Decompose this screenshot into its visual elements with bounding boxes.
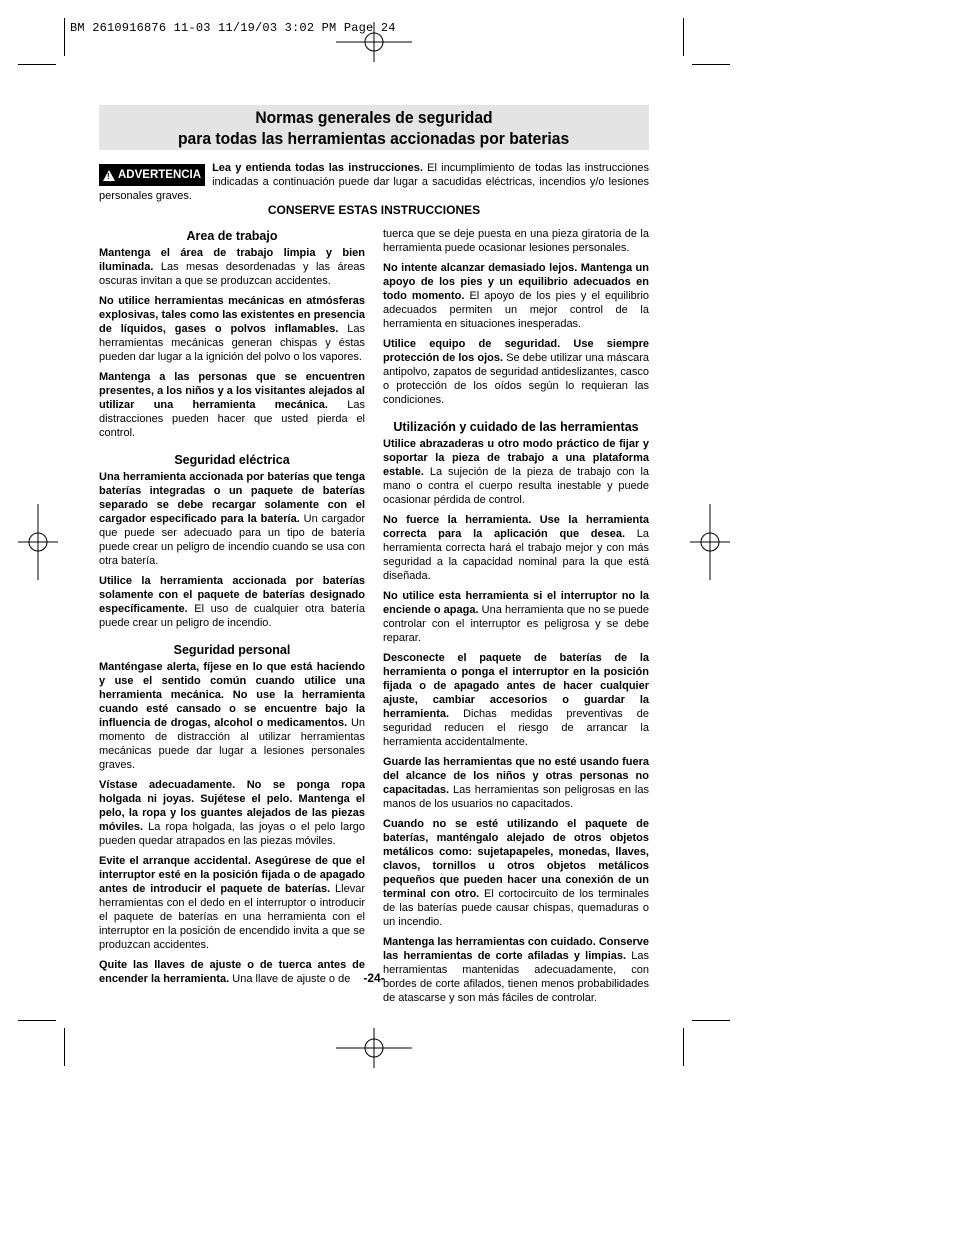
print-slug: BM 2610916876 11-03 11/19/03 3:02 PM Page 24 xyxy=(70,21,396,35)
paragraph-body: Una llave de ajuste o de xyxy=(229,973,351,985)
paragraph-body: Llevar herramientas con el dedo en el interruptor o introducir el paquete de baterías en una herramienta con el interruptor en la posición de encendido invita a que se produzcan accidentes. xyxy=(99,883,365,951)
crop-mark-bottom-right-h xyxy=(692,1020,730,1021)
paragraph-lead: Utilice abrazaderas u otro modo práctico de fijar y soportar la pieza de trabajo a una plataforma estable. xyxy=(383,438,649,478)
paragraph-lead: Vístase adecuadamente. No se ponga ropa holgada ni joyas. Sujétese el pelo. Mantenga el pelo, la ropa y los guantes alejados de las piezas móviles. xyxy=(99,779,365,833)
paragraph-lead: Mantenga el área de trabajo limpia y bien iluminada. xyxy=(99,247,365,273)
crop-mark-top-right-h xyxy=(692,64,730,65)
paragraph-lead: Utilice equipo de seguridad. Use siempre protección de los ojos. xyxy=(383,338,649,364)
paragraph xyxy=(383,513,649,583)
paragraph-body: La herramienta correcta hará el trabajo mejor y con más seguridad a la capacidad nominal para la que está diseñada. xyxy=(383,528,649,582)
crop-mark-top-left-v xyxy=(64,18,65,56)
warning-lead: Lea y entienda todas las instrucciones. xyxy=(212,162,423,174)
page-title-line-1: Normas generales de seguridad xyxy=(255,107,493,127)
paragraph-lead: No utilice herramientas mecánicas en atmósferas explosivas, tales como las existentes en presencia de líquidos, gases o polvos inflamables. xyxy=(99,295,365,335)
paragraph-body: Un cargador que puede ser adecuado para un tipo de batería puede crear un peligro de incendio cuando se usa con otra batería. xyxy=(99,513,365,567)
warning-badge-label: ADVERTENCIA xyxy=(118,169,202,181)
section-heading-area: Area de trabajo xyxy=(186,229,278,243)
paragraph-body: Las distracciones pueden hacer que usted pierda el control. xyxy=(99,399,365,439)
page-number: -24- xyxy=(363,971,385,985)
paragraph-body: Una herramienta que no se puede controlar con el interruptor es peligrosa y se debe reparar. xyxy=(383,604,649,644)
paragraph xyxy=(383,589,649,645)
paragraph-lead: Una herramienta accionada por baterías que tenga baterías integradas o un paquete de baterías separado se debe recargar solamente con el cargador especificado para la batería. xyxy=(99,471,365,525)
registration-mark-right-icon xyxy=(690,504,730,580)
section-heading-personal: Seguridad personal xyxy=(173,643,291,657)
paragraph-body: El cortocircuito de los terminales de las baterías puede causar chispas, quemaduras o un incendio. xyxy=(383,888,649,928)
paragraph-body: Dichas medidas preventivas de seguridad reducen el riesgo de arrancar la herramienta accidentalmente. xyxy=(383,708,649,748)
paragraph-body: El uso de cualquier otra batería puede crear un peligro de incendio. xyxy=(99,603,365,629)
paragraph-lead: Quite las llaves de ajuste o de tuerca antes de encender la herramienta. xyxy=(99,959,365,985)
paragraph-lead: Desconecte el paquete de baterías de la herramienta o ponga el interruptor en la posición fijada o de apagado antes de hacer cualquier ajuste, cambiar accesorios o guardar la herramienta. xyxy=(383,652,649,720)
left-column xyxy=(99,228,365,992)
warning-body: El incumplimiento de todas las instrucciones indicadas a continuación puede dar lugar a sacudidas eléctricas, incendios y/o lesiones personales graves. xyxy=(99,162,649,202)
paragraph-lead: Mantenga las herramientas con cuidado. Conserve las herramientas de corte afiladas y limpias. xyxy=(383,936,649,962)
registration-mark-left-icon xyxy=(18,504,58,580)
paragraph xyxy=(99,660,365,772)
paragraph-body: Un momento de distracción al utilizar herramientas mecánicas puede dar lugar a lesiones personales graves. xyxy=(99,717,366,771)
warning-badge xyxy=(99,164,205,186)
paragraph-lead: Cuando no se esté utilizando el paquete de baterías, manténgalo alejado de otros objetos metálicos como: sujetapapeles, monedas, llaves, clavos, tornillos u otros objetos metálicos pequeños que pueden hacer una conexión de un terminal con otro. xyxy=(383,818,649,900)
paragraph-lead: No fuerce la herramienta. Use la herramienta correcta para la aplicación que desea. xyxy=(383,514,649,540)
paragraph-body: Se debe utilizar una máscara antipolvo, zapatos de seguridad antideslizantes, casco o protección de los oídos según lo requieran las condiciones. xyxy=(383,352,650,406)
warning-block xyxy=(99,161,649,203)
paragraph xyxy=(383,755,649,811)
paragraph xyxy=(99,574,365,630)
paragraph-lead: Guarde las herramientas que no esté usando fuera del alcance de los niños y otras personas no capacitadas. xyxy=(383,756,649,796)
registration-mark-bottom-icon xyxy=(336,1028,412,1068)
paragraph xyxy=(99,294,365,364)
paragraph-lead: Utilice la herramienta accionada por baterías solamente con el paquete de baterías designado específicamente. xyxy=(99,575,365,615)
paragraph xyxy=(383,651,649,749)
paragraph-lead: Mantenga a las personas que se encuentren presentes, a los niños y a los visitantes alejados al utilizar una herramienta mecánica. xyxy=(99,371,365,411)
paragraph-lead: No intente alcanzar demasiado lejos. Mantenga un apoyo de los pies y un equilibrio adecuados en todo momento. xyxy=(383,262,649,302)
section-heading-uso: Utilización y cuidado de las herramientas xyxy=(393,420,639,434)
paragraph xyxy=(383,437,649,507)
paragraph xyxy=(99,778,365,848)
paragraph-lead: Manténgase alerta, fíjese en lo que está haciendo y use el sentido común cuando utilice una herramienta mecánica. No use la herramienta cuando esté cansado o se encuentre bajo la influencia de drogas, alcohol o medicamentos. xyxy=(99,661,365,729)
crop-mark-top-right-v xyxy=(683,18,684,56)
paragraph-body: El apoyo de los pies y el equilibrio adecuados permiten un mejor control de la herramienta en situaciones inesperadas. xyxy=(383,290,650,330)
paragraph-lead: Evite el arranque accidental. Asegúrese de que el interruptor esté en la posición fijada o de apagado antes de introducir el paquete de baterías. xyxy=(99,855,365,895)
paragraph-body: La sujeción de la pieza de trabajo con la mano o contra el cuerpo resulta inestable y puede ocasionar pérdida de control. xyxy=(383,466,649,506)
crop-mark-top-left-h xyxy=(18,64,56,65)
title-banner xyxy=(99,105,649,150)
paragraph xyxy=(99,470,365,568)
paragraph-body: La ropa holgada, las joyas o el pelo largo pueden quedar atrapados en las piezas móviles. xyxy=(99,821,365,847)
paragraph xyxy=(383,261,649,331)
paragraph-continuation: tuerca que se deje puesta en una pieza giratoria de la herramienta puede ocasionar lesiones personales. xyxy=(383,228,649,254)
warning-triangle-icon: ! xyxy=(103,170,115,181)
paragraph-body: Las herramientas mantenidas adecuadamente, con bordes de corte afilados, tienen menos probabilidades de atascarse y son más fáciles de controlar. xyxy=(383,950,650,1004)
crop-mark-bottom-left-v xyxy=(64,1028,65,1066)
paragraph-body: Las herramientas mecánicas generan chispas y éstas pueden dar lugar a la ignición del polvo o los vapores. xyxy=(99,323,365,363)
crop-mark-bottom-left-h xyxy=(18,1020,56,1021)
paragraph-body: Las herramientas son peligrosas en las manos de los usuarios no capacitados. xyxy=(383,784,649,810)
page-title-line-2: para todas las herramientas accionadas por baterias xyxy=(178,128,570,148)
registration-mark-top-icon xyxy=(336,22,412,62)
section-heading-electrica: Seguridad eléctrica xyxy=(174,453,290,467)
crop-mark-bottom-right-v xyxy=(683,1028,684,1066)
paragraph xyxy=(99,246,365,288)
paragraph-lead: No utilice esta herramienta si el interruptor no la enciende o apaga. xyxy=(383,590,649,616)
paragraph xyxy=(383,817,649,929)
paragraph-body: Las mesas desordenadas y las áreas oscuras invitan a que se produzcan accidentes. xyxy=(99,261,365,287)
right-column xyxy=(383,227,649,1011)
paragraph xyxy=(99,370,365,440)
paragraph xyxy=(99,854,365,952)
paragraph xyxy=(383,337,649,407)
paragraph xyxy=(383,935,649,1005)
conserve-heading: CONSERVE ESTAS INSTRUCCIONES xyxy=(267,203,481,217)
